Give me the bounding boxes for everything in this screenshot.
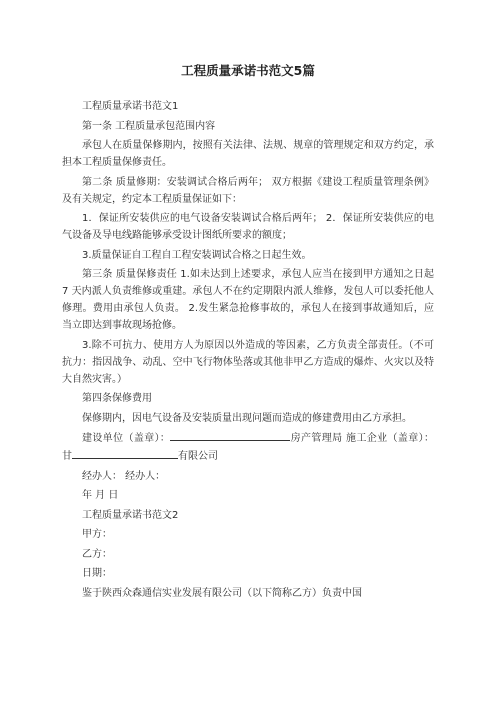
- signature-label-contractor: 房产管理局 施工企业（盖章）：甘: [62, 433, 434, 462]
- date-line: 年 月 日: [82, 490, 119, 501]
- body-paragraph: 保修期内，因电气设备及安装质量出现问题而造成的修建费用由乙方承担。: [82, 412, 412, 424]
- signature-label-company: 有限公司: [178, 451, 218, 462]
- body-paragraph: 第三条 质量保修责任 1.如未达到上述要求，承包人应当在接到甲方通知之日起 7 天内派人负责维修或重建。承包人不在约定期限内派人维修，发包人可以委托他人修理。费用由承包人负责。 2.发生紧急抢修事故的，承包人在接到事故通知后，应当立即达到事故现场抢修。: [62, 269, 434, 331]
- party-a-line: 甲方：: [82, 529, 112, 540]
- signature-label-builder: 建设单位（盖章）：: [82, 433, 171, 444]
- signature-line: [62, 429, 434, 465]
- body-paragraph: 1．保证所安装供应的电气设备安装调试合格后两年； 2．保证所安装供应的电气设备及导电线路能够承受设计图纸所要求的额度；: [62, 213, 434, 241]
- document-title: 工程质量承诺书范文5篇: [181, 63, 315, 78]
- section-heading: 工程质量承诺书范文2: [82, 509, 179, 521]
- handler-line: 经办人： 经办人：: [82, 470, 166, 482]
- section-heading: 工程质量承诺书范文1: [82, 101, 179, 112]
- date-field-line: 日期：: [82, 568, 112, 579]
- article-heading: 第四条保修费用: [82, 393, 152, 404]
- party-b-line: 乙方：: [82, 548, 112, 560]
- article-heading: 第一条 工程质量承包范围内容: [82, 120, 216, 132]
- body-paragraph: 第二条 质量修期：安装调试合格后两年； 双方根据《建设工程质量管理条例》及有关规定，约定本工程质量保证如下：: [62, 176, 434, 205]
- body-paragraph: 3.质量保证自工程自工程安装调试合格之日起生效。: [82, 249, 312, 261]
- body-paragraph: 鉴于陕西众森通信实业发展有限公司（以下简称乙方）负责中国: [82, 587, 362, 599]
- body-paragraph: 3.除不可抗力、使用方人为原因以外造成的等因素，乙方负责全部责任。（不可抗力：指因战争、动乱、空中飞行物体坠落或其他非甲乙方造成的爆炸、火灾以及特大自然灾害。）: [62, 339, 434, 385]
- body-paragraph: 承包人在质量保修期内，按照有关法律、法规、规章的管理规定和双方约定，承担本工程质量保修责任。: [62, 140, 434, 168]
- signature-blank: [170, 429, 290, 441]
- signature-blank: [72, 447, 178, 459]
